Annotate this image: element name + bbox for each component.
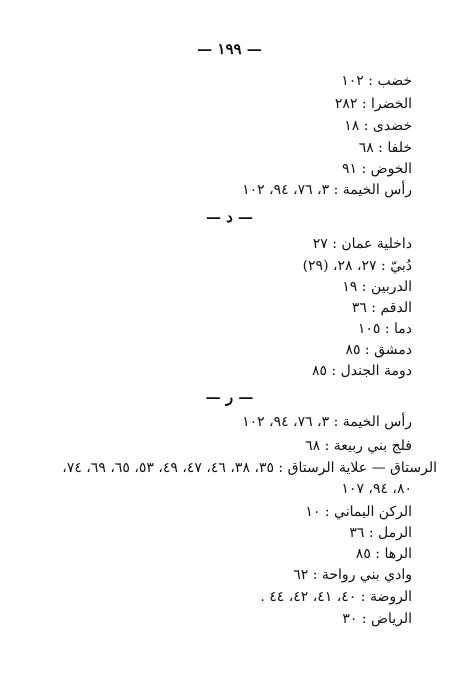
index-entry: رأس الخيمة : ٣، ٧٦، ٩٤، ١٠٢ [242,182,412,198]
index-entry: فلج بني ربيعة : ٦٨ [305,438,412,454]
page-number: — ١٩٩ — [197,40,262,58]
index-entry: الرياض : ٣٠ [342,611,412,627]
index-entry: دُبيّ : ٢٧، ٢٨، (٢٩) [302,258,412,274]
index-entry: الركن اليماني : ١٠ [305,504,412,520]
index-entry: خضدى : ١٨ [344,118,412,134]
index-entry: الرستاق — علاية الرستاق : ٣٥، ٣٨، ٤٦، ٤٧، ٤٩، ٥٣، ٦٥، ٦٩، ٧٤، [62,460,437,476]
index-entry: دمشق : ٨٥ [345,342,412,358]
section-heading: — د — [205,208,254,226]
index-entry: وادي بني رواحة : ٦٢ [293,567,412,583]
index-entry: رأس الخيمة : ٣، ٧٦، ٩٤، ١٠٢ [242,414,412,430]
index-entry: داخلية عمان : ٢٧ [312,236,412,252]
index-entry: الروضة : ٤٠، ٤١، ٤٢، ٤٤ . [260,589,412,605]
index-entry: دومة الجندل : ٨٥ [311,363,412,379]
index-entry: خضب : ١٠٢ [341,73,412,89]
index-entry: الرها : ٨٥ [355,546,412,562]
index-entry: الخضرا : ٢٨٢ [334,96,412,112]
index-entry: الرمل : ٣٦ [349,525,412,541]
index-entry: الدربين : ١٩ [342,279,412,295]
index-entry: الخوض : ٩١ [341,161,412,177]
index-entry: الدقم : ٣٦ [351,300,412,316]
section-heading: — ر — [205,388,254,406]
index-entry: دما : ١٠٥ [357,321,412,337]
index-entry: خلفا : ٦٨ [358,140,412,156]
index-entry-continuation: ٨٠، ٩٤، ١٠٧ [341,481,412,497]
